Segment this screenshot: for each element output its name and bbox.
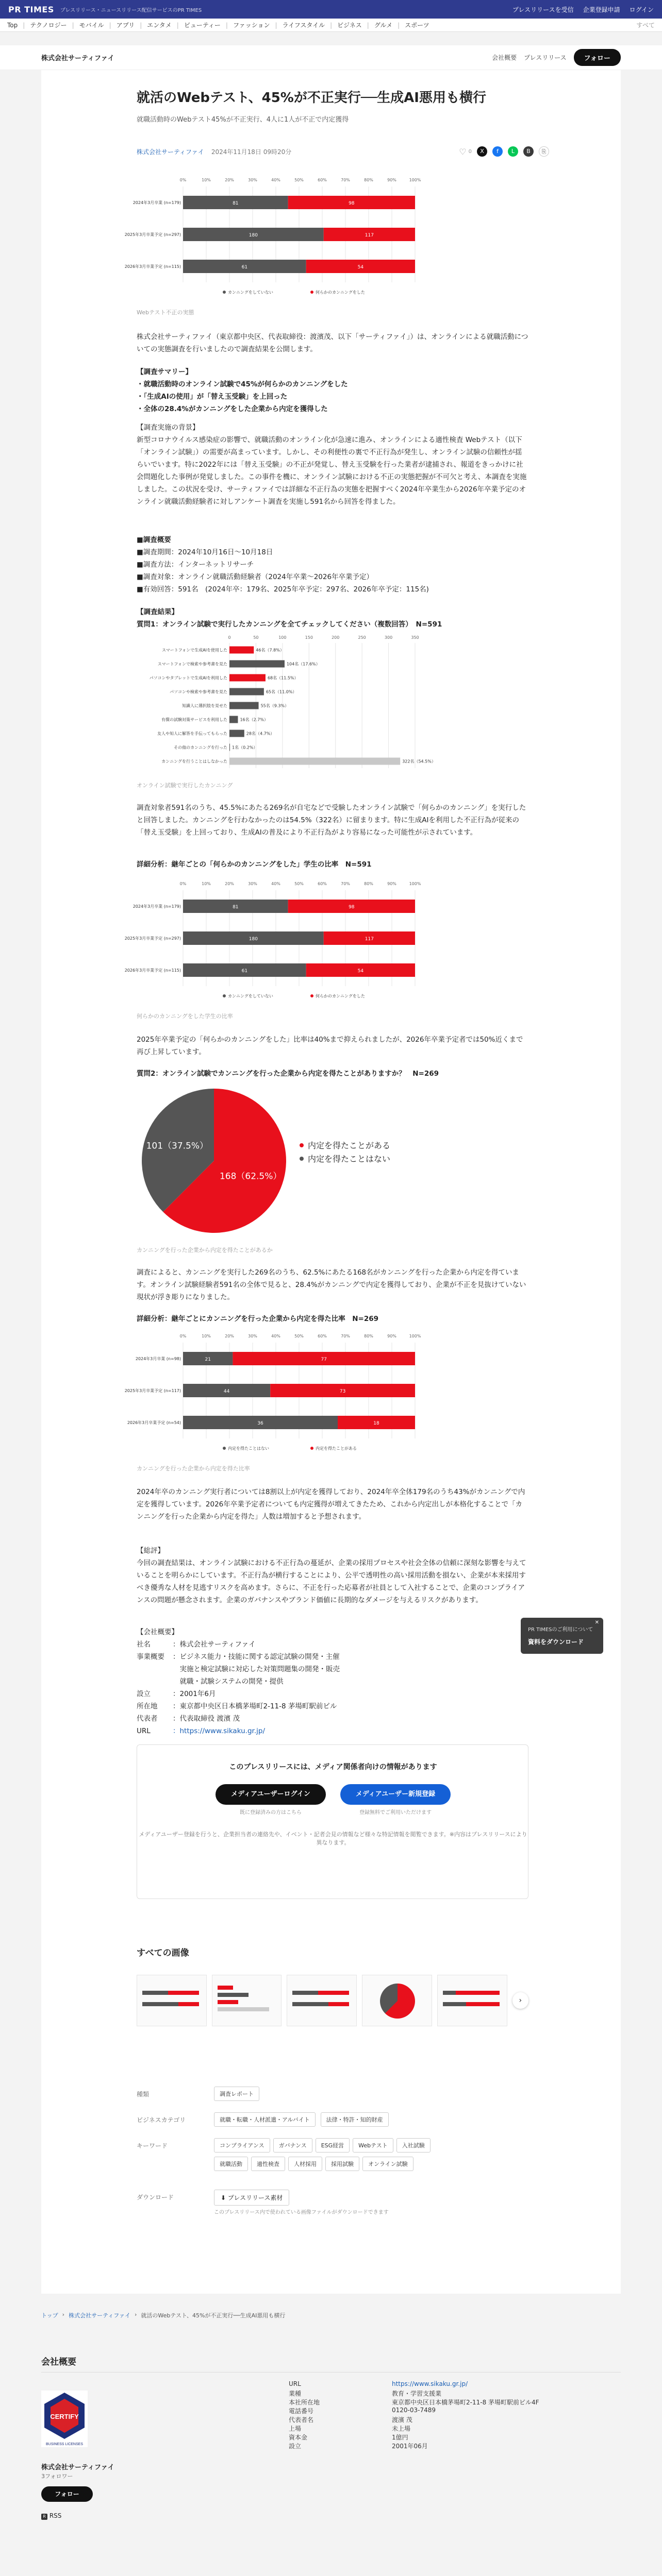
company-info-heading: 【会社概要】 bbox=[137, 1628, 178, 1636]
bar-value-label: 104名（17.6%） bbox=[286, 662, 320, 667]
download-label: ダウンロード bbox=[137, 2194, 174, 2201]
legend-marker bbox=[223, 1447, 226, 1450]
download-note: このプレスリリース内で使われている画像ファイルがダウンロードできます bbox=[214, 2210, 389, 2215]
image-thumbnails bbox=[137, 1972, 528, 2029]
subheader-link-overview[interactable]: 会社概要 bbox=[492, 54, 517, 61]
x-tick-label: 50% bbox=[294, 882, 304, 886]
link-copy-icon[interactable]: ⎘ bbox=[539, 146, 549, 157]
x-tick-label: 0 bbox=[228, 635, 231, 640]
download-button[interactable] bbox=[214, 2190, 289, 2206]
subheader-company[interactable]: 株式会社サーティファイ bbox=[41, 55, 114, 62]
rss-link[interactable] bbox=[41, 2512, 61, 2520]
floating-download-card[interactable] bbox=[521, 1618, 603, 1654]
x-tick-label: 30% bbox=[248, 882, 257, 886]
summary-heading: 【調査サマリー】 bbox=[137, 368, 192, 376]
keyword-tag[interactable]: ガバナンス bbox=[273, 2138, 312, 2153]
keyword-tag[interactable]: オンライン試験 bbox=[362, 2157, 413, 2171]
breadcrumb-company[interactable]: 株式会社サーティファイ bbox=[69, 2312, 130, 2319]
keyword-tag[interactable]: コンプライアンス bbox=[214, 2138, 270, 2153]
bar bbox=[229, 730, 244, 737]
company-overview-key: URL bbox=[289, 2380, 301, 2387]
remarks-heading: 【総評】 bbox=[137, 1547, 164, 1555]
company-info-row bbox=[137, 1725, 528, 1737]
summary-list bbox=[137, 378, 528, 415]
company-name[interactable]: 株式会社サーティファイ bbox=[41, 2464, 114, 2471]
company-info-value: ：2001年6月 bbox=[173, 1690, 216, 1698]
category-label: 友人や知人に解答を手伝ってもらった bbox=[157, 731, 227, 736]
legend-marker bbox=[310, 994, 313, 997]
article-date: 2024年11月18日 09時20分 bbox=[211, 148, 292, 156]
x-tick-label: 70% bbox=[341, 178, 350, 182]
bar-value-label: 65名（11.0%） bbox=[266, 689, 297, 694]
follow-button[interactable]: フォロー bbox=[574, 49, 621, 66]
bar-value-label: 61 bbox=[241, 969, 248, 974]
company-info-value[interactable]: ：https://www.sikaku.gr.jp/ bbox=[173, 1727, 265, 1735]
category-label: スマートフォンで生成AIを使用した bbox=[161, 648, 227, 653]
bar-value-label: 55名（9.3%） bbox=[260, 703, 289, 708]
category-label: その他のカンニングを行った bbox=[174, 745, 227, 750]
bar-value-label: 16名（2.7%） bbox=[240, 717, 268, 722]
article-company-link[interactable]: 株式会社サーティファイ bbox=[137, 148, 204, 156]
legend-label: 内定を得たことはない bbox=[228, 1446, 269, 1451]
x-tick-label: 60% bbox=[318, 882, 327, 886]
bar-value-label: 73 bbox=[339, 1389, 346, 1394]
category-label: 2025年3月卒業予定 (n=297) bbox=[124, 936, 181, 941]
legend-marker bbox=[310, 1447, 313, 1450]
x-tick-label: 150 bbox=[305, 635, 313, 640]
kind-tag[interactable]: 調査レポート bbox=[214, 2087, 259, 2101]
image-thumbnail[interactable] bbox=[287, 1975, 357, 2026]
media-note: メディアユーザー登録を行うと、企業担当者の連絡先や、イベント・記者会見の情報など様々な特記情報を閲覧できます。※内容はプレスリリースにより異なります。 bbox=[139, 1831, 527, 1846]
company-overview-value: 0120-03-7489 bbox=[392, 2406, 436, 2414]
company-info-key: 設立 bbox=[137, 1690, 151, 1698]
company-info-row bbox=[137, 1651, 528, 1663]
category-label: パソコンや検索や参考書を見た bbox=[170, 689, 227, 694]
image-thumbnail[interactable] bbox=[437, 1975, 507, 2026]
company-overview-value: 教育・学習支援業 bbox=[392, 2390, 442, 2397]
header-links bbox=[512, 5, 654, 14]
legend-label: カンニングをしていない bbox=[228, 994, 273, 998]
chart-cheating-rate-by-year bbox=[124, 875, 425, 1009]
category-link[interactable]: グルメ bbox=[374, 22, 393, 29]
media-box-title: このプレスリリースには、メディア関係者向けの情報があります bbox=[229, 1763, 437, 1771]
category-more[interactable]: すべて bbox=[636, 22, 655, 29]
prtimes-logo[interactable]: PR TIMES bbox=[8, 4, 54, 14]
all-images-heading: すべての画像 bbox=[137, 1948, 189, 1958]
keyword-tags bbox=[214, 2138, 461, 2175]
header-tagline: プレスリリース・ニュースリリース配信サービスのPR TIMES bbox=[60, 7, 202, 13]
biz-category-tag[interactable]: 法律・特許・知的財産 bbox=[321, 2112, 389, 2127]
category-label: 2025年3月卒業予定 (n=297) bbox=[124, 232, 181, 237]
company-overview-key: 電話番号 bbox=[289, 2408, 314, 2415]
bar-value-label: 21 bbox=[205, 1357, 211, 1362]
category-link[interactable]: ビジネス bbox=[337, 22, 362, 29]
category-label: 2025年3月卒業予定 (n=117) bbox=[124, 1388, 181, 1393]
company-follow-button[interactable]: フォロー bbox=[41, 2486, 93, 2502]
category-link[interactable]: Top bbox=[7, 21, 18, 29]
article-subtitle: 就職活動時のWebテスト45%が不正実行、4人に1人が不正で内定獲得 bbox=[137, 116, 349, 124]
bar-value-label: 322名（54.5%） bbox=[402, 759, 436, 764]
x-tick-label: 50% bbox=[294, 1334, 304, 1338]
x-tick-label: 70% bbox=[341, 1334, 350, 1338]
x-tick-label: 350 bbox=[411, 635, 419, 640]
keyword-tag[interactable]: 人材採用 bbox=[288, 2157, 322, 2171]
download-icon: ⬇ bbox=[221, 2194, 228, 2201]
line-share-icon[interactable]: L bbox=[508, 146, 518, 157]
legend-marker bbox=[223, 994, 226, 997]
chart5-caption: カンニングを行った企業から内定を得た比率 bbox=[137, 1465, 250, 1472]
company-info-row bbox=[137, 1663, 528, 1675]
category-link[interactable]: ビューティー bbox=[184, 22, 221, 29]
x-tick-label: 60% bbox=[318, 178, 327, 182]
company-overview-key: 業種 bbox=[289, 2390, 302, 2397]
x-tick-label: 90% bbox=[387, 178, 396, 182]
biz-category-label: ビジネスカテゴリ bbox=[137, 2116, 186, 2124]
company-info-row bbox=[137, 1700, 528, 1713]
legend-label: 何らかのカンニングをした bbox=[316, 994, 365, 998]
category-label: 2026年3月卒業予定 (n=115) bbox=[124, 264, 181, 269]
image-thumbnail[interactable] bbox=[137, 1975, 207, 2026]
question2: 質問2：オンライン試験でカンニングを行った企業から内定を得たことがありますか？ N=269 bbox=[137, 1070, 439, 1078]
x-tick-label: 0% bbox=[179, 1334, 187, 1338]
breadcrumb: トップ › 株式会社サーティファイ › 就活のWebテスト、45%が不正実行──生成AI悪用も横行 bbox=[41, 2311, 286, 2319]
keyword-tag[interactable]: 採用試験 bbox=[325, 2157, 359, 2171]
image-thumbnail[interactable] bbox=[212, 1975, 282, 2026]
category-label: パソコンやタブレットで生成AIを利用した bbox=[149, 675, 227, 681]
overview-heading: ■調査概要 bbox=[137, 536, 171, 544]
header-link[interactable]: プレスリリースを受信 bbox=[512, 6, 574, 13]
x-tick-label: 80% bbox=[364, 178, 373, 182]
company-overview-value[interactable]: https://www.sikaku.gr.jp/ bbox=[392, 2380, 468, 2387]
chart3-caption: 何らかのカンニングをした学生の比率 bbox=[137, 1013, 233, 1020]
company-info-row bbox=[137, 1713, 528, 1725]
overview-item: ■調査方法：インターネットリサーチ bbox=[137, 561, 254, 569]
overview-item: ■有効回答：591名 (2024年卒：179名、2025年卒予定：297名、2026年卒予定：115名) bbox=[137, 585, 429, 594]
bar-value-label: 54 bbox=[357, 969, 364, 974]
chart-offer-pie bbox=[137, 1081, 425, 1241]
x-tick-label: 70% bbox=[341, 882, 350, 886]
bar-value-label: 46名（7.8%） bbox=[256, 648, 284, 653]
legend-label: カンニングをしていない bbox=[228, 290, 273, 295]
result4-paragraph: 2024年卒のカンニング実行者については8割以上が内定を獲得しており、2024年卒全体179名のうち43%がカンニングで内定を獲得しています。2026年卒業予定者についても内定獲得が増えてきたため、これから内定出しが本格化することで「カンニングを行った企業から内定を得た」人数は増加すると予想されます。 bbox=[137, 1488, 525, 1521]
bar-value-label: 77 bbox=[321, 1357, 327, 1362]
bar-value-label: 61 bbox=[241, 265, 248, 270]
legend-marker bbox=[223, 291, 226, 294]
media-register-sub: 登録無料でご利用いただけます bbox=[359, 1810, 432, 1816]
category-label: 2024年3月卒業 (n=98) bbox=[135, 1357, 181, 1361]
x-tick-label: 50% bbox=[294, 178, 304, 182]
company-info-row bbox=[137, 1688, 528, 1700]
x-tick-label: 20% bbox=[225, 882, 234, 886]
x-tick-label: 90% bbox=[387, 1334, 396, 1338]
company-overview-value: 1億円 bbox=[392, 2434, 408, 2441]
float-card-line1: PR TIMESのご利用について bbox=[528, 1627, 593, 1633]
header-link[interactable]: 企業登録申請 bbox=[583, 6, 620, 13]
bar bbox=[229, 647, 254, 654]
category-link[interactable]: ファッション bbox=[233, 22, 270, 29]
company-info-value: ：東京都中央区日本橋茅場町2-11-8 茅場町駅前ビル bbox=[173, 1702, 337, 1710]
detail-analysis-1: 詳細分析：継年ごとの「何らかのカンニングをした」学生の比率 N=591 bbox=[137, 860, 372, 869]
bar-value-label: 81 bbox=[233, 905, 239, 910]
company-info-row bbox=[137, 1638, 528, 1651]
company-overview-value: 2001年06月 bbox=[392, 2443, 428, 2450]
article-title: 就活のWebテスト、45%が不正実行──生成AI悪用も横行 bbox=[137, 90, 486, 106]
company-info-key: 代表者 bbox=[137, 1715, 158, 1723]
x-share-icon[interactable]: X bbox=[477, 146, 487, 157]
bar-value-label: 180 bbox=[249, 233, 258, 238]
bar bbox=[229, 702, 259, 709]
chart-offer-rate-by-year bbox=[124, 1327, 425, 1461]
company-overview-key: 本社所在地 bbox=[289, 2399, 320, 2406]
detail-analysis-2: 詳細分析：継年ごとにカンニングを行った企業から内定を得た比率 N=269 bbox=[137, 1315, 379, 1323]
chart4-caption: カンニングを行った企業から内定を得たことがあるか bbox=[137, 1247, 273, 1253]
x-tick-label: 0% bbox=[179, 178, 187, 182]
x-tick-label: 90% bbox=[387, 882, 396, 886]
summary-item: ・「生成AIの使用」が「替え玉受験」を上回った bbox=[137, 393, 288, 401]
keyword-tag[interactable]: 適性検査 bbox=[251, 2157, 285, 2171]
company-info-value: ：株式会社サーティファイ bbox=[173, 1640, 256, 1649]
company-info-value: ：代表取締役 渡濱 茂 bbox=[173, 1715, 240, 1723]
overview-item: ■調査対象：オンライン就職活動経験者（2024年卒業〜2026年卒業予定） bbox=[137, 573, 374, 581]
category-label: 有償の試験対策サービスを利用した bbox=[161, 717, 227, 722]
company-info-key: 社名 bbox=[137, 1640, 151, 1649]
bar bbox=[229, 660, 285, 668]
bar-value-label: 81 bbox=[233, 201, 239, 206]
legend-label: 内定を得たことがある bbox=[308, 1141, 391, 1150]
category-label: スマートフォンで検索や参考書を見た bbox=[157, 662, 227, 667]
category-link[interactable]: スポーツ bbox=[405, 22, 429, 29]
result2-paragraph: 2025年卒業予定の「何らかのカンニングをした」比率は40%まで抑えられましたが、2026年卒業予定者では50%近くまで再び上昇しています。 bbox=[137, 1036, 523, 1056]
bar bbox=[229, 674, 266, 682]
legend-label: 内定を得たことがある bbox=[316, 1446, 357, 1451]
keyword-label: キーワード bbox=[137, 2142, 168, 2149]
x-tick-label: 0% bbox=[179, 882, 187, 886]
close-icon[interactable]: ✕ bbox=[594, 1620, 599, 1625]
chevron-right-icon[interactable]: › bbox=[512, 1992, 528, 2009]
x-tick-label: 10% bbox=[202, 882, 211, 886]
x-tick-label: 100% bbox=[409, 1334, 421, 1338]
x-tick-label: 300 bbox=[384, 635, 393, 640]
summary-item: ・就職活動時のオンライン試験で45%が何らかのカンニングをした bbox=[137, 380, 348, 388]
share-bar bbox=[459, 146, 549, 157]
company-overview-value: 渡濱 茂 bbox=[392, 2416, 412, 2424]
media-login-sub: 既に登録済みの方はこちら bbox=[240, 1810, 302, 1816]
x-tick-label: 100 bbox=[278, 635, 287, 640]
bar-value-label: 68名（11.5%） bbox=[267, 675, 299, 681]
float-card-line2: 資料をダウンロード bbox=[528, 1638, 584, 1646]
legend-marker bbox=[300, 1143, 304, 1147]
bar bbox=[229, 688, 264, 696]
bar-value-label: 54 bbox=[357, 265, 364, 270]
x-tick-label: 100% bbox=[409, 882, 421, 886]
rss-icon: R bbox=[41, 2514, 47, 2520]
article-meta bbox=[137, 146, 549, 157]
x-tick-label: 10% bbox=[202, 1334, 211, 1338]
results-heading: 【調査結果】 bbox=[137, 608, 178, 616]
legend-marker bbox=[310, 291, 313, 294]
bar bbox=[229, 716, 238, 723]
category-link[interactable]: テクノロジー bbox=[30, 22, 67, 29]
company-overview-key: 資本金 bbox=[289, 2434, 308, 2441]
x-tick-label: 20% bbox=[225, 178, 234, 182]
company-logo[interactable] bbox=[41, 2391, 88, 2447]
company-info-value: 実施と検定試験に対応した対策問題集の開発・販売 bbox=[173, 1665, 340, 1673]
legend-label: 内定を得たことはない bbox=[308, 1154, 391, 1164]
company-info-value: ：ビジネス能力・技能に関する認定試験の開発・主催 bbox=[173, 1653, 340, 1661]
x-tick-label: 100% bbox=[409, 178, 421, 182]
company-info-list bbox=[137, 1638, 528, 1737]
kind-label: 種類 bbox=[137, 2091, 150, 2098]
x-tick-label: 40% bbox=[271, 1334, 280, 1338]
x-tick-label: 40% bbox=[271, 882, 280, 886]
media-register-button[interactable]: メディアユーザー新規登録 bbox=[340, 1784, 451, 1805]
background-paragraph: 新型コロナウイルス感染症の影響で、就職活動のオンライン化が急速に進み、オンラインによる適性検査 Webテスト（以下「オンライン試験」）の需要が高まっています。しかし、その利便性の裏で不正行為が発生し、オンライン試験の信頼性が揺らいでいます。特に2022年には「替え玉受験」の不正が発覚し、替え玉受験を行った業者が逮捕され、報道をきっかけに社会問題化した事例が発覚しました。この事件を機に、オンライン試験における不正の実態把握が不可欠と考え、本調査を実施しました。この状況を受け、サーティファイでは詳細な不正行為の実態を把握すべく2024年卒業生から2026年卒業予定のオンライン就職活動経験者に対しアンケート調査を実施し591名から回答を得ました。 bbox=[137, 436, 527, 506]
x-tick-label: 80% bbox=[364, 1334, 373, 1338]
keyword-tag[interactable]: 就職活動 bbox=[214, 2157, 248, 2171]
keyword-tag[interactable]: Webテスト bbox=[353, 2138, 393, 2153]
bar-value-label: 18 bbox=[373, 1421, 379, 1426]
x-tick-label: 10% bbox=[202, 178, 211, 182]
image-thumbnail[interactable] bbox=[362, 1975, 432, 2026]
x-tick-label: 40% bbox=[271, 178, 280, 182]
category-label: 2024年3月卒業 (n=179) bbox=[133, 904, 181, 909]
like-count: 0 bbox=[468, 148, 472, 155]
bar bbox=[229, 758, 400, 765]
bar-value-label: 98 bbox=[349, 201, 355, 206]
company-overview-key: 上場 bbox=[289, 2425, 302, 2432]
download-button-label: プレスリリース素材 bbox=[227, 2194, 283, 2201]
x-tick-label: 250 bbox=[358, 635, 366, 640]
bar-value-label: 180 bbox=[249, 937, 258, 942]
keyword-tag[interactable]: ESG経営 bbox=[316, 2138, 350, 2153]
x-tick-label: 30% bbox=[248, 178, 257, 182]
bar-value-label: 28名（4.7%） bbox=[246, 731, 275, 736]
follower-count: 3フォロワー bbox=[41, 2473, 73, 2480]
category-nav: Top | テクノロジー | モバイル | アプリ | エンタメ | ビューティー | ファッション | ライフスタイル | ビジネス | グルメ | スポーツ すべて bbox=[0, 19, 662, 32]
rss-label: RSS bbox=[49, 2512, 62, 2519]
company-info-key: 所在地 bbox=[137, 1702, 158, 1710]
media-user-box bbox=[137, 1744, 528, 1899]
category-link[interactable]: エンタメ bbox=[147, 22, 172, 29]
intro-paragraph: 株式会社サーティファイ（東京都中央区、代表取締役：渡濱茂、以下「サーティファイ」）は、オンラインによる就職活動についての実態調査を行いましたので調査結果を公開します。 bbox=[137, 333, 528, 353]
x-tick-label: 80% bbox=[364, 882, 373, 886]
overview-item: ■調査期間：2024年10月16日〜10月18日 bbox=[137, 548, 273, 556]
bar-value-label: 1名（0.2%） bbox=[232, 745, 258, 750]
media-login-button[interactable]: メディアユーザーログイン bbox=[216, 1784, 326, 1805]
bar-value-label: 98 bbox=[349, 905, 355, 910]
pie-value-label: 101（37.5%） bbox=[146, 1141, 209, 1151]
keyword-tag[interactable]: 入社試験 bbox=[396, 2138, 431, 2153]
company-overview-heading: 会社概要 bbox=[41, 2357, 76, 2367]
category-label: カンニングを行うことはしなかった bbox=[161, 759, 227, 764]
category-label: 知識人に選択肢を見せた bbox=[182, 703, 227, 708]
company-subheader bbox=[0, 45, 662, 70]
breadcrumb-top[interactable]: トップ bbox=[41, 2312, 58, 2319]
category-link[interactable]: ライフスタイル bbox=[282, 22, 325, 29]
header-link[interactable]: ログイン bbox=[629, 6, 654, 13]
question1: 質問1：オンライン試験で実行したカンニングを全てチェックしてください（複数回答） N=591 bbox=[137, 620, 442, 629]
bookmark-icon[interactable]: B bbox=[523, 146, 534, 157]
chart-cheating-rate-top bbox=[124, 171, 425, 305]
legend-marker bbox=[300, 1157, 304, 1161]
biz-category-tag[interactable]: 就職・転職・人材派遣・アルバイト bbox=[214, 2112, 316, 2127]
chart1-caption: Webテスト不正の実態 bbox=[137, 309, 194, 316]
company-overview-key: 代表者名 bbox=[289, 2416, 314, 2424]
category-label: 2024年3月卒業 (n=179) bbox=[133, 200, 181, 205]
heart-icon[interactable]: ♡ bbox=[459, 146, 467, 157]
x-tick-label: 50 bbox=[253, 635, 259, 640]
breadcrumb-current: 就活のWebテスト、45%が不正実行──生成AI悪用も横行 bbox=[141, 2312, 286, 2319]
facebook-share-icon[interactable]: f bbox=[492, 146, 503, 157]
logo-subtext: BUSINESS LICENSES bbox=[46, 2443, 83, 2446]
category-label: 2026年3月卒業予定 (n=115) bbox=[124, 968, 181, 973]
overview-list bbox=[137, 534, 528, 596]
bar bbox=[229, 744, 230, 751]
category-label: 2026年3月卒業予定 (n=54) bbox=[127, 1420, 181, 1425]
x-tick-label: 30% bbox=[248, 1334, 257, 1338]
company-info-key: 事業概要 bbox=[137, 1653, 164, 1661]
chart2-caption: オンライン試験で実行したカンニング bbox=[137, 782, 233, 789]
x-tick-label: 60% bbox=[318, 1334, 327, 1338]
x-tick-label: 200 bbox=[332, 635, 340, 640]
chart-cheating-methods bbox=[137, 632, 436, 778]
bar-value-label: 36 bbox=[257, 1421, 263, 1426]
result1-paragraph: 調査対象者591名のうち、45.5%にあたる269名が自宅などで受験したオンライン試験で「何らかのカンニング」を実行したと回答しました。カンニングを行わなかったのは54.5%（322名）に留まります。特に生成AIを利用した不正行為が従来の「替え玉受験」を上回っており、生成AIの普及により不正行為がより容易になった可能性が示されています。 bbox=[137, 804, 526, 837]
category-link[interactable]: モバイル bbox=[79, 22, 104, 29]
company-overview-value: 未上場 bbox=[392, 2425, 411, 2432]
subheader-link-releases[interactable]: プレスリリース bbox=[524, 54, 567, 61]
article-card bbox=[41, 70, 621, 2294]
bar-value-label: 117 bbox=[365, 937, 374, 942]
legend-label: 何らかのカンニングをした bbox=[316, 290, 365, 295]
company-info-row bbox=[137, 1675, 528, 1688]
logo-text: CERTIFY bbox=[50, 2413, 79, 2420]
bar-value-label: 117 bbox=[365, 233, 374, 238]
company-overview-key: 設立 bbox=[289, 2443, 302, 2450]
result3-paragraph: 調査によると、カンニングを実行した269名のうち、62.5%にあたる168名がカンニングを行った企業から内定を得ています。オンライン試験経験者591名の全体で見ると、28.4%がカンニングで内定を獲得しており、企業が不正を見抜けていない現状が浮き彫りになりました。 bbox=[137, 1268, 526, 1301]
summary-item: ・全体の28.4%がカンニングをした企業から内定を獲得した bbox=[137, 405, 328, 413]
remarks-paragraph: 今回の調査結果は、オンライン試験における不正行為の蔓延が、企業の採用プロセスや社会全体の信頼に深刻な影響を与えていることを明らかにしています。不正行為が横行することにより、公平で透明性の高い採用活動を損ない、企業が本来採用すべき優秀な人材を見逃すリスクを高めます。さらに、不正を行った応募者が社員として入社することで、企業のコンプライアンスの問題が懸念されます。企業のガバナンスやブランド価値に長期的なダメージを与えるリスクがあります。 bbox=[137, 1559, 526, 1604]
pie-value-label: 168（62.5%） bbox=[219, 1171, 282, 1182]
bar-value-label: 44 bbox=[223, 1389, 230, 1394]
category-link[interactable]: アプリ bbox=[116, 22, 135, 29]
background-heading: 【調査実施の背景】 bbox=[137, 423, 200, 432]
company-info-key: URL bbox=[137, 1727, 151, 1735]
company-info-value: 就職・試験システムの開発・提供 bbox=[173, 1677, 284, 1686]
top-header bbox=[0, 0, 662, 19]
company-overview-value: 東京都中央区日本橋茅場町2-11-8 茅場町駅前ビル4F bbox=[392, 2399, 539, 2406]
x-tick-label: 20% bbox=[225, 1334, 234, 1338]
